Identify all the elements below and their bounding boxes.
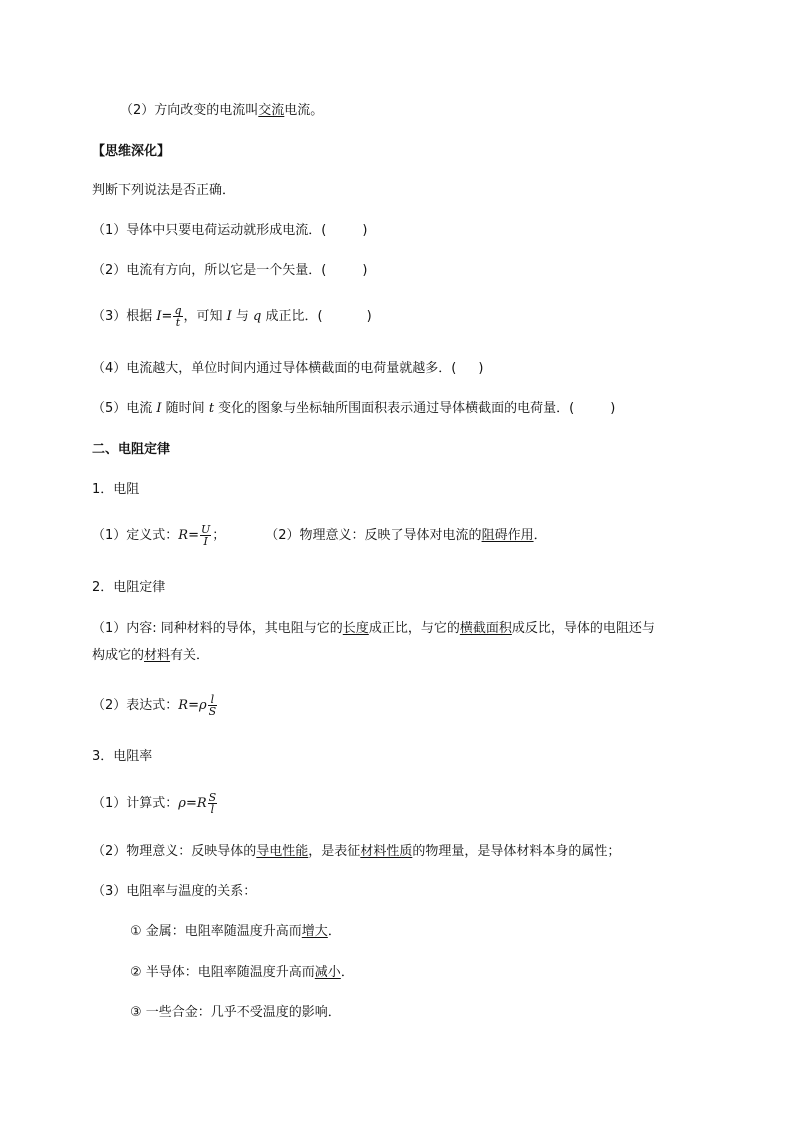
underlined-answer: 交流 bbox=[258, 103, 285, 118]
underlined-answer: 材料性质 bbox=[360, 844, 413, 859]
subsection-resistance: 1．电阻 bbox=[92, 482, 140, 497]
section-heading-resistance-law: 二、电阻定律 bbox=[92, 442, 171, 457]
underlined-answer: 增大 bbox=[301, 924, 328, 939]
underlined-answer: 横截面积 bbox=[459, 621, 512, 636]
statement-3: （3）根据 I= $\frac{q}{t}$ ，可知 I 与 q 成正比．( ) bbox=[92, 304, 372, 329]
underlined-answer: 阻碍作用 bbox=[481, 528, 534, 543]
judge-intro: 判断下列说法是否正确． bbox=[92, 183, 236, 198]
semiconductor-item: ② 半导体：电阻率随温度升高而减小． bbox=[130, 965, 354, 980]
resistivity-temperature: （3）电阻率与温度的关系： bbox=[92, 884, 257, 899]
resistance-law-content: （1）内容: 同种材料的导体，其电阻与它的长度成正比，与它的横截面积成反比，导体的电阻还与 bbox=[92, 621, 655, 636]
formula-s-over-l: $\frac{S}{l}$ bbox=[208, 791, 217, 816]
statement-2: （2）电流有方向，所以它是一个矢量．( ) bbox=[92, 263, 368, 278]
formula-q-over-t: $\frac{q}{t}$ bbox=[174, 304, 182, 329]
statement-4: （4）电流越大，单位时间内通过导体横截面的电荷量就越多．( ) bbox=[92, 361, 484, 376]
formula-l-over-s: $\frac{l}{S}$ bbox=[208, 693, 217, 718]
resistivity-meaning: （2）物理意义：反映导体的导电性能，是表征材料性质的物理量，是导体材料本身的属性； bbox=[92, 844, 621, 859]
statement-1: （1）导体中只要电荷运动就形成电流．( ) bbox=[92, 223, 368, 238]
section-heading-thinking: 【思维深化】 bbox=[92, 144, 171, 159]
statement-5: （5）电流 I 随时间 t 变化的图象与坐标轴所围面积表示通过导体横截面的电荷量．( ) bbox=[92, 401, 616, 416]
ac-current-definition: （2）方向改变的电流叫交流电流。 bbox=[120, 103, 324, 118]
underlined-answer: 减小 bbox=[314, 965, 341, 980]
resistance-law-content-cont: 构成它的材料有关． bbox=[92, 648, 210, 663]
resistance-definition: （1）定义式：R= $\frac{U}{I}$ ； （2）物理意义：反映了导体对电流的阻碍作用． bbox=[92, 523, 547, 548]
formula-u-over-i: $\frac{U}{I}$ bbox=[200, 523, 211, 548]
resistance-law-expression: （2）表达式：R=ρ $\frac{l}{S}$ bbox=[92, 693, 217, 718]
metal-item: ① 金属：电阻率随温度升高而增大． bbox=[130, 924, 341, 939]
resistivity-formula: （1）计算式：ρ=R $\frac{S}{l}$ bbox=[92, 791, 217, 816]
alloy-item: ③ 一些合金：几乎不受温度的影响． bbox=[130, 1005, 341, 1020]
subsection-resistance-law: 2．电阻定律 bbox=[92, 580, 166, 595]
underlined-answer: 导电性能 bbox=[256, 844, 309, 859]
subsection-resistivity: 3．电阻率 bbox=[92, 749, 153, 764]
underlined-answer: 材料 bbox=[144, 648, 171, 663]
underlined-answer: 长度 bbox=[342, 621, 369, 636]
